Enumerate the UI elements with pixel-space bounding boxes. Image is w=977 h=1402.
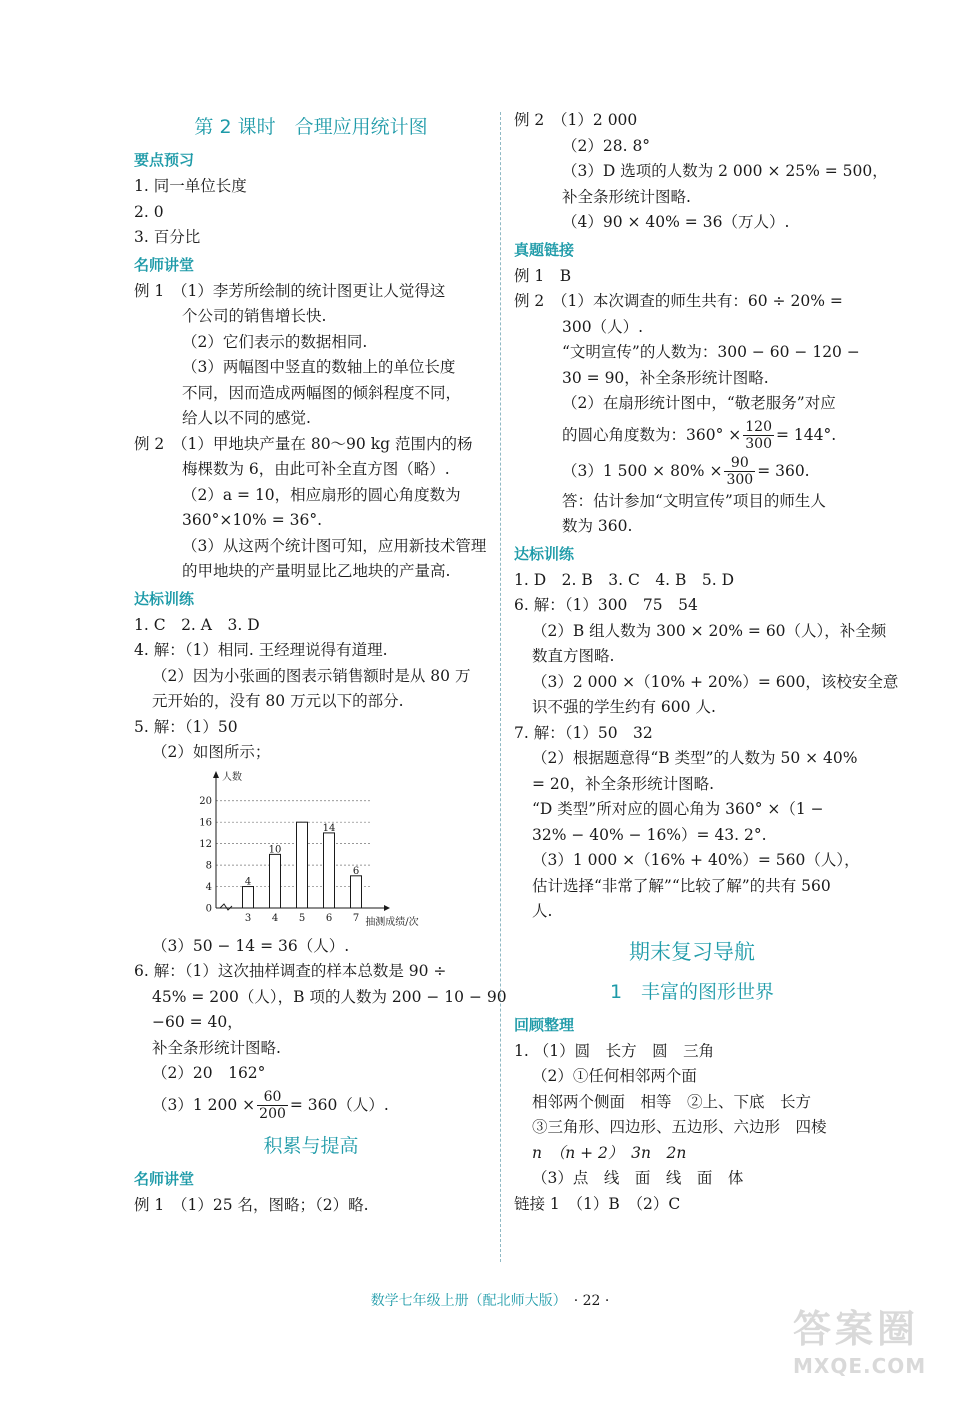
x-axis-arrow xyxy=(384,905,390,911)
watermark-url: MXQE.COM xyxy=(793,1354,927,1378)
formula-line: （3）1 500 × 80% × $\frac{90}{300}$ = 360. xyxy=(562,455,810,488)
bar-value-label: 14 xyxy=(322,822,336,834)
y-tick-label: 12 xyxy=(199,838,212,850)
answer-line: 6. 解：（1）这次抽样调查的样本总数是 90 ÷ xyxy=(134,962,447,980)
bar-3 xyxy=(243,886,254,907)
answer-line: 6. 解：（1）300 75 54 xyxy=(514,596,698,614)
bar-value-label: 4 xyxy=(244,876,252,888)
x-tick-label: 3 xyxy=(244,912,252,924)
answer-line: ③三角形、四边形、五边形、六边形 四棱 xyxy=(532,1118,827,1136)
section-heading: 达标训练 xyxy=(134,589,195,608)
x-axis-label: 抽测成绩/次 xyxy=(365,916,419,928)
example-line: （2）28. 8° xyxy=(562,136,651,155)
example-line: 例 2 （1）本次调查的师生共有：60 ÷ 20% = xyxy=(514,292,843,310)
y-axis-arrow xyxy=(213,771,219,778)
example-line: 给人以不同的感觉. xyxy=(182,409,311,427)
fraction: $\frac{60}{200}$ xyxy=(259,1089,286,1122)
bar-value-label: 10 xyxy=(268,843,282,855)
example-line: 30 = 90，补全条形统计图略. xyxy=(562,368,769,387)
bar-4 xyxy=(270,854,281,908)
x-tick-label: 7 xyxy=(352,912,360,924)
example-line: 个公司的销售增长快. xyxy=(182,307,327,325)
example-line: 300（人）. xyxy=(562,317,644,336)
lesson-title: 第 2 课时 合理应用统计图 xyxy=(194,116,428,138)
example-line: 例 1 B xyxy=(514,266,572,285)
example-line: 的甲地块的产量明显比乙地块的产量高. xyxy=(182,562,451,580)
answer-line: （2）因为小张画的图表示销售额时是从 80 万 xyxy=(152,666,471,685)
example-line: 例 2 （1）2 000 xyxy=(514,111,638,129)
answer-line: 1. D 2. B 3. C 4. B 5. D xyxy=(514,570,735,589)
answer-line: （2）如图所示； xyxy=(152,743,271,761)
answer-line: 32% − 40% − 16%）= 43. 2°. xyxy=(532,825,767,844)
answer-line: 补全条形统计图略. xyxy=(152,1038,281,1057)
x-tick-label: 5 xyxy=(298,912,306,924)
example-line: （3）从这两个统计图可知，应用新技术管理 xyxy=(182,536,487,555)
axis-break xyxy=(220,904,232,910)
fraction: $\frac{120}{300}$ xyxy=(745,419,772,452)
bar-6 xyxy=(324,832,335,907)
example-line: 不同，因而造成两幅图的倾斜程度不同， xyxy=(182,383,462,402)
bar-5 xyxy=(297,822,308,908)
example-line: （2）在扇形统计图中，“敬老服务”对应 xyxy=(562,394,836,412)
x-tick-label: 4 xyxy=(271,912,279,924)
formula-line: （3）1 200 × $\frac{60}{200}$ = 360（人）. xyxy=(152,1089,389,1122)
unit-title: 1 丰富的图形世界 xyxy=(609,980,775,1003)
fraction: $\frac{90}{300}$ xyxy=(726,455,754,488)
y-tick-label: 20 xyxy=(199,795,212,807)
example-line: 例 1 （1）25 名，图略；（2）略. xyxy=(134,1195,369,1214)
section-heading: 真题链接 xyxy=(514,240,575,259)
column-divider xyxy=(500,112,501,1262)
answer-line: （3）1 000 ×（16% + 40%）= 560（人）， xyxy=(532,851,860,869)
answer-line: 7. 解：（1）50 32 xyxy=(514,723,653,742)
section-heading: 达标训练 xyxy=(514,544,575,563)
answer-line: = 20，补全条形统计图略. xyxy=(532,774,715,793)
page-footer xyxy=(320,1290,660,1310)
example-line: （2）它们表示的数据相同. xyxy=(182,332,368,351)
left-column xyxy=(134,108,507,1218)
watermark-text: 答案圈 xyxy=(793,1307,920,1351)
answer-line: 识不强的学生约有 600 人. xyxy=(532,698,716,716)
book-title: 数学七年级上册（配北师大版） xyxy=(370,1293,560,1309)
y-tick-label: 4 xyxy=(205,881,212,893)
example-line: （2）a = 10，相应扇形的圆心角度数为 xyxy=(182,485,461,504)
example-line: “文明宣传”的人数为：300 − 60 − 120 − xyxy=(562,343,860,361)
answer-line: （2）根据题意得“B 类型”的人数为 50 × 40% xyxy=(532,749,858,767)
answer-line: （3）50 − 14 = 36（人）. xyxy=(152,936,350,955)
x-tick-label: 6 xyxy=(325,912,333,924)
answer-line: （3）点 线 面 线 面 体 xyxy=(532,1169,744,1187)
example-line: 例 2 （1）甲地块产量在 80～90 kg 范围内的杨 xyxy=(134,434,473,453)
answer-line: 数为 360. xyxy=(562,517,633,535)
example-line: （3）D 选项的人数为 2 000 × 25% = 500， xyxy=(562,162,888,180)
answer-line: （3）2 000 ×（10% + 20%）= 600，该校安全意 xyxy=(532,672,899,691)
bar-7 xyxy=(351,875,362,907)
answer-line: 人. xyxy=(532,902,553,920)
example-line: 补全条形统计图略. xyxy=(562,187,691,206)
bar-value-label: 6 xyxy=(352,865,360,877)
answer-line: 4. 解：（1）相同. 王经理说得有道理. xyxy=(134,641,388,659)
y-tick-label: 8 xyxy=(205,860,212,872)
example-line: （3）两幅图中竖直的数轴上的单位长度 xyxy=(182,358,456,376)
answer-line: 相邻两个侧面 相等 ②上、下底 长方 xyxy=(532,1092,812,1111)
chapter-title: 期末复习导航 xyxy=(629,939,755,964)
answer-line: 5. 解：（1）50 xyxy=(134,717,238,736)
chapter-subtitle: 积累与提高 xyxy=(263,1134,359,1157)
answer-line: 元开始的，没有 80 万元以下的部分. xyxy=(152,692,404,710)
answer-line: 1. 同一单位长度 xyxy=(134,177,247,195)
example-line: 例 1 （1）李芳所绘制的统计图更让人觉得这 xyxy=(134,281,446,300)
answer-line: 2. 0 xyxy=(134,202,164,221)
y-tick-label: 0 xyxy=(205,903,212,914)
example-line: 梅棵数为 6，由此可补全直方图（略）. xyxy=(182,460,450,478)
y-axis-label: 人数 xyxy=(222,771,242,783)
section-heading: 回顾整理 xyxy=(514,1015,575,1034)
answer-line: 链接 1 （1）B （2）C xyxy=(514,1194,681,1213)
answer-line: （2）①任何相邻两个面 xyxy=(532,1067,697,1085)
section-heading: 要点预习 xyxy=(134,151,195,169)
page-number: · 22 · xyxy=(573,1293,610,1309)
answer-line: 1. （1）圆 长方 圆 三角 xyxy=(514,1041,715,1060)
answer-line: 答：估计参加“文明宣传”项目的师生人 xyxy=(562,491,826,510)
answer-line: n （n + 2） 3n 2n xyxy=(532,1143,687,1162)
answer-line: （2）20 162° xyxy=(152,1064,266,1082)
answer-line: 45% = 200（人），B 项的人数为 200 − 10 − 90 xyxy=(152,987,507,1006)
section-heading: 名师讲堂 xyxy=(134,255,195,274)
watermark-logo xyxy=(793,1305,963,1395)
bar-chart xyxy=(154,768,419,928)
answer-line: 估计选择“非常了解”“比较了解”的共有 560 xyxy=(532,876,831,895)
right-column xyxy=(514,108,899,1217)
answer-line: −60 = 40， xyxy=(152,1013,243,1031)
answer-line: “D 类型”所对应的圆心角为 360° ×（1 − xyxy=(532,800,824,818)
answer-line: 3. 百分比 xyxy=(134,228,201,246)
y-tick-label: 16 xyxy=(199,817,212,829)
answer-line: （2）B 组人数为 300 × 20% = 60（人），补全频 xyxy=(532,621,887,640)
example-line: 360°×10% = 36°. xyxy=(182,511,323,529)
answer-line: 1. C 2. A 3. D xyxy=(134,615,260,634)
answer-line: 数直方图略. xyxy=(532,647,615,665)
section-heading: 名师讲堂 xyxy=(134,1169,195,1188)
formula-line: 的圆心角度数为：360° × $\frac{120}{300}$ = 144°. xyxy=(562,419,837,452)
example-line: （4）90 × 40% = 36（万人）. xyxy=(562,213,790,231)
